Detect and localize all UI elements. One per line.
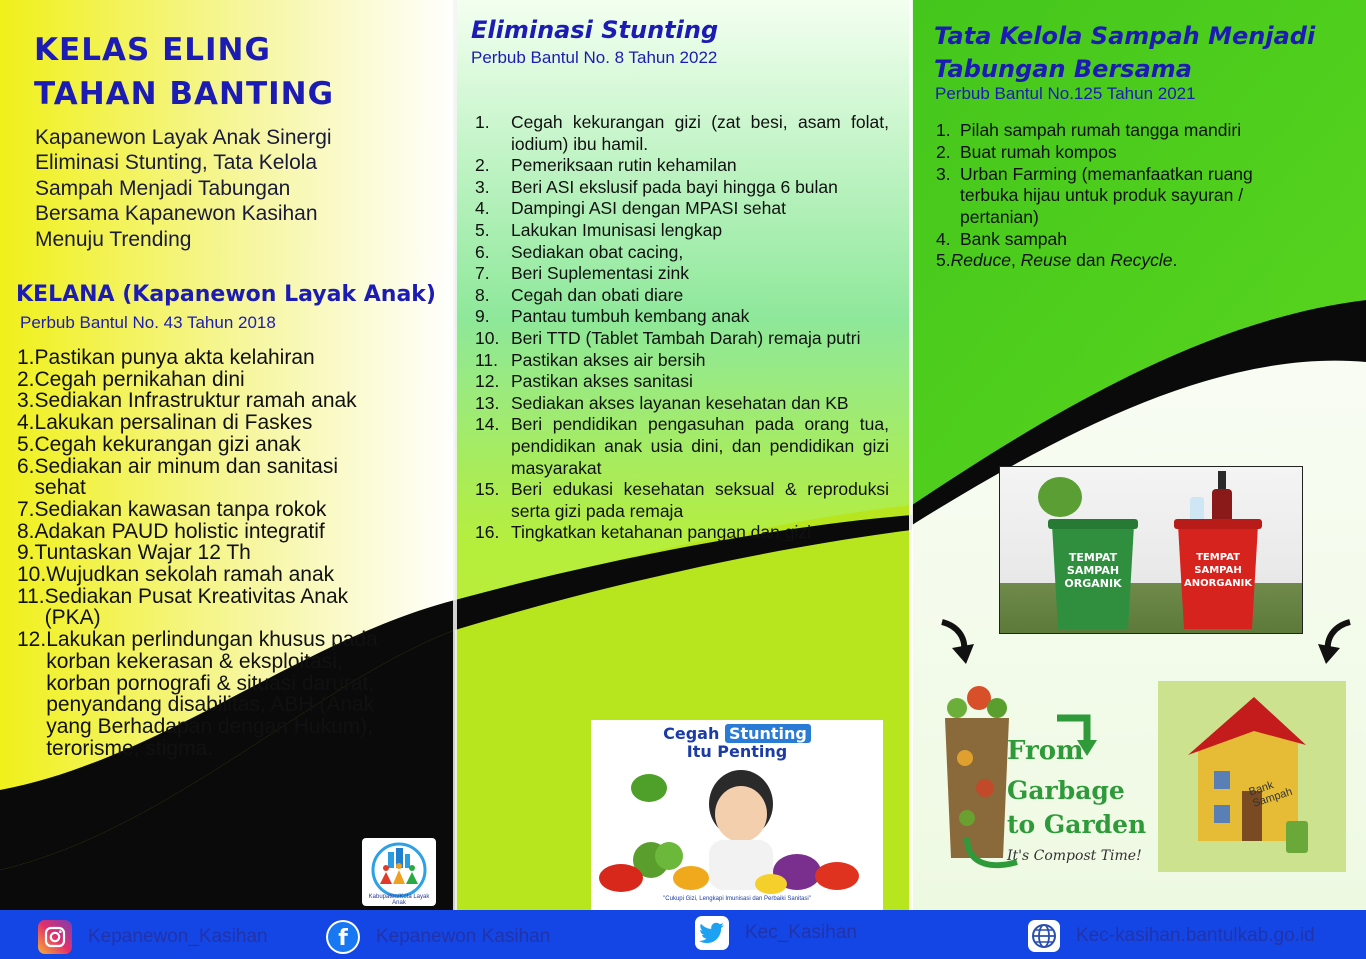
instagram-icon[interactable] <box>38 920 72 954</box>
stunting-item-text: Beri TTD (Tablet Tambah Darah) remaja putri <box>511 327 861 348</box>
stunting-item-text: Beri ASI ekslusif pada bayi hingga 6 bulan <box>511 176 838 197</box>
kelana-ref: Perbub Bantul No. 43 Tahun 2018 <box>20 313 276 332</box>
panel1-title-line1: KELAS ELING <box>34 32 271 68</box>
kelana-item <box>17 564 389 586</box>
kelana-item <box>17 629 389 759</box>
poster-caption: "Cukupi Gizi, Lengkapi Imunisasi dan Perbaiki Sanitasi" <box>663 896 811 902</box>
curved-arrow-right-icon <box>1316 616 1356 666</box>
stunting-item <box>471 155 889 177</box>
kelana-item-number: 8. <box>17 519 35 543</box>
footer <box>0 910 1366 959</box>
kelana-item-number: 3. <box>17 389 35 413</box>
garbage-to-garden-image <box>937 678 1147 878</box>
website-url[interactable]: Kec-kasihan.bantulkab.go.id <box>1076 925 1315 946</box>
stunting-item-number: 1. <box>475 112 490 132</box>
stunting-item-text: Pemeriksaan rutin kehamilan <box>511 155 737 176</box>
kelana-item-text: Cegah pernikahan dini <box>34 367 245 391</box>
kelana-item-number: 2. <box>17 367 35 391</box>
stunting-item-text: Lakukan Imunisasi lengkap <box>511 219 723 240</box>
stunting-item <box>471 306 889 328</box>
sampah-heading-line1: Tata Kelola Sampah Menjadi <box>934 22 1316 50</box>
kelana-item <box>17 434 389 456</box>
item5-end: . <box>1172 250 1178 270</box>
kelana-heading: KELANA (Kapanewon Layak Anak) <box>16 282 436 307</box>
stunting-item-number: 7. <box>475 263 490 284</box>
stunting-item <box>471 263 889 285</box>
stunting-item-number: 15. <box>475 479 500 500</box>
sampah-item-number: 3. <box>936 163 951 184</box>
kelana-item <box>17 586 389 629</box>
kelana-item <box>17 369 389 391</box>
poster-child-vegetables-image <box>591 760 883 900</box>
stunting-item-text: Beri Suplementasi zink <box>511 263 689 284</box>
panel1-title <box>34 28 334 116</box>
garden-to: to Garden <box>1007 810 1147 839</box>
curved-arrow-left-icon <box>936 616 976 666</box>
stunting-item-text: Beri pendidikan pengasuhan pada orang tua, pendidikan anak usia dini, dan pendidikan gizi masyarakat <box>511 414 889 478</box>
stunting-item <box>471 328 889 350</box>
globe-icon[interactable] <box>1028 920 1060 952</box>
sampah-item-number: 4. <box>936 228 951 249</box>
bank-sampah-house-illustration <box>1158 681 1346 872</box>
stunting-item-text: Sediakan obat cacing, <box>511 241 684 262</box>
stunting-item-text: Sediakan akses layanan kesehatan dan KB <box>511 392 849 413</box>
garden-garbage: Garbage <box>1007 776 1125 805</box>
sampah-item-text: Bank sampah <box>960 228 1068 249</box>
stunting-item-number: 11. <box>475 349 499 370</box>
poster-title-a: Cegah <box>663 724 720 743</box>
stunting-item-text: Pantau tumbuh kembang anak <box>511 306 750 327</box>
stunting-item <box>471 220 889 242</box>
kelana-item-number: 10. <box>17 563 47 587</box>
stunting-item <box>471 414 889 479</box>
stunting-item-number: 9. <box>475 306 490 327</box>
bank-sampah-image <box>1158 681 1346 872</box>
stunting-item-text: Pastikan akses sanitasi <box>511 371 693 392</box>
bins-illustration <box>1000 467 1302 633</box>
panel1-intro: Kapanewon Layak Anak Sinergi Eliminasi Stunting, Tata Kelola Sampah Menjadi Tabungan Bersama Kapanewon Kasihan Menuju Trending <box>35 126 332 251</box>
stunting-item <box>471 393 889 415</box>
facebook-icon[interactable]: f <box>326 920 360 954</box>
footer-facebook[interactable] <box>326 920 550 954</box>
sampah-item-number: 1. <box>936 120 951 140</box>
sampah-heading <box>934 20 1315 86</box>
kelana-item-text: Pastikan punya akta kelahiran <box>34 346 315 369</box>
bins-image <box>999 466 1303 634</box>
stunting-list <box>471 112 889 544</box>
garden-from: From <box>1007 736 1084 766</box>
footer-website[interactable] <box>1028 920 1315 952</box>
stunting-item-number: 14. <box>475 414 500 435</box>
stunting-heading: Eliminasi Stunting <box>471 16 719 44</box>
item5-number: 5. <box>936 250 951 270</box>
stunting-item <box>471 479 889 522</box>
kelana-item-number: 9. <box>17 541 35 565</box>
kelana-item-text: Adakan PAUD holistic integratif <box>34 519 325 543</box>
kelana-item-number: 1. <box>17 346 35 369</box>
stunting-ref: Perbub Bantul No. 8 Tahun 2022 <box>471 48 718 67</box>
stunting-item-number: 16. <box>475 522 500 543</box>
sampah-item <box>936 120 1296 142</box>
sampah-item-text: Urban Farming (memanfaatkan ruang terbuka hijau untuk produk sayuran / pertanian) <box>960 163 1253 228</box>
poster-title-b: Stunting <box>725 724 811 743</box>
garden-text <box>1007 736 1084 766</box>
item5-reduce: Reduce <box>950 250 1011 270</box>
kelana-item <box>17 456 389 499</box>
kelana-item-text: Sediakan kawasan tanpa rokok <box>34 497 327 521</box>
stunting-item-text: Pastikan akses air bersih <box>511 349 706 370</box>
sampah-item-text: Buat rumah kompos <box>960 141 1117 162</box>
kelana-item-number: 4. <box>17 411 35 435</box>
stunting-item <box>471 285 889 307</box>
kelana-item-number: 11. <box>17 584 45 608</box>
sampah-list <box>936 120 1296 251</box>
kla-logo <box>362 838 436 906</box>
kelana-item-text: Sediakan air minum dan sanitasi sehat <box>34 454 339 500</box>
stunting-item-number: 3. <box>475 176 490 197</box>
kelana-item-text: Sediakan Infrastruktur ramah anak <box>34 389 357 413</box>
kelana-item-text: Tuntaskan Wajar 12 Th <box>34 541 251 565</box>
footer-twitter[interactable] <box>695 916 857 950</box>
kelana-item-number: 12. <box>17 628 47 652</box>
stunting-item-text: Dampingi ASI dengan MPASI sehat <box>511 198 786 219</box>
stunting-item-number: 13. <box>475 392 500 413</box>
sampah-item <box>936 229 1296 251</box>
sampah-item <box>936 164 1296 229</box>
stunting-item <box>471 112 889 155</box>
stunting-item <box>471 242 889 264</box>
kelana-item <box>17 542 389 564</box>
stunting-item <box>471 350 889 372</box>
instagram-handle[interactable]: Kepanewon_Kasihan <box>88 926 268 947</box>
item5-recycle: Recycle <box>1110 250 1173 270</box>
sampah-ref: Perbub Bantul No.125 Tahun 2021 <box>935 84 1196 103</box>
stunting-item-text: Tingkatkan ketahanan pangan dan gizi <box>511 522 811 543</box>
sampah-item-5 <box>936 250 1177 271</box>
stunting-item <box>471 198 889 220</box>
sampah-item-text: Pilah sampah rumah tangga mandiri <box>960 120 1242 140</box>
kelana-item-text: Sediakan Pusat Kreativitas Anak (PKA) <box>44 584 349 630</box>
footer-instagram[interactable] <box>38 920 268 954</box>
stunting-item <box>471 522 889 544</box>
sampah-item <box>936 142 1296 164</box>
stunting-item-number: 4. <box>475 198 490 219</box>
kelana-item-text: Cegah kekurangan gizi anak <box>34 432 301 456</box>
garden-compost: It's Compost Time! <box>1007 848 1142 864</box>
bin-anorganic-label: TEMPAT SAMPAH ANORGANIK <box>1184 552 1253 589</box>
twitter-handle[interactable]: Kec_Kasihan <box>745 922 857 943</box>
item5-sep2: dan <box>1071 250 1111 270</box>
stunting-item-number: 10. <box>475 327 500 348</box>
bin-organic-label: TEMPAT SAMPAH ORGANIK <box>1064 551 1122 590</box>
kelana-item <box>17 347 389 369</box>
kelana-item-text: Wujudkan sekolah ramah anak <box>46 563 335 587</box>
item5-sep1: , <box>1010 250 1021 270</box>
stunting-item-number: 6. <box>475 241 490 262</box>
stunting-item-text: Cegah kekurangan gizi (zat besi, asam folat, iodium) ibu hamil. <box>511 112 889 154</box>
stunting-item-number: 5. <box>475 219 490 240</box>
kla-logo-text: Kabupaten/Kota Layak Anak <box>368 894 430 906</box>
stunting-item-text: Beri edukasi kesehatan seksual & reproduksi serta gizi pada remaja <box>511 479 889 521</box>
kelana-item-text: Lakukan perlindungan khusus pada korban kekerasan & eksploitasi, korban pornografi & situasi darurat, penyandang disabilitas, ABH (Anak yang Berhadapan dengan Hukum), terorisme, stigma. <box>46 628 378 760</box>
kelana-item-number: 5. <box>17 432 35 456</box>
stunting-item-number: 8. <box>475 284 490 305</box>
kelana-item <box>17 412 389 434</box>
kelana-item <box>17 499 389 521</box>
twitter-icon[interactable] <box>695 916 729 950</box>
facebook-handle[interactable]: Kepanewon Kasihan <box>376 926 551 947</box>
stunting-item-number: 12. <box>475 371 500 392</box>
poster-title-c: Itu Penting <box>686 742 788 761</box>
kelana-item <box>17 521 389 543</box>
panel1-title-line2: TAHAN BANTING <box>34 76 335 112</box>
stunting-item-number: 2. <box>475 155 490 176</box>
bank-sampah-label: Bank Sampah <box>1247 779 1294 810</box>
stunting-item <box>471 177 889 199</box>
sampah-heading-line2: Tabungan Bersama <box>934 55 1192 83</box>
kelana-item-text: Lakukan persalinan di Faskes <box>34 411 313 435</box>
stunting-item-text: Cegah dan obati diare <box>511 284 684 305</box>
sampah-item-number: 2. <box>936 141 951 162</box>
kelana-item <box>17 390 389 412</box>
stunting-poster <box>591 720 883 910</box>
item5-reuse: Reuse <box>1020 250 1072 270</box>
stunting-item <box>471 371 889 393</box>
kelana-item-number: 6. <box>17 454 35 478</box>
kelana-item-number: 7. <box>17 497 35 521</box>
kelana-list <box>17 347 389 759</box>
